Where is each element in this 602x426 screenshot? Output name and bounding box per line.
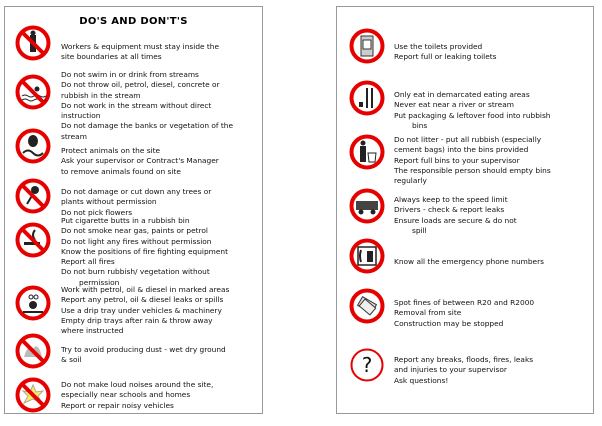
item-line: site boundaries at all times — [61, 52, 162, 62]
item-line: permission — [79, 277, 120, 287]
item-line: bins — [412, 120, 428, 130]
no-entry-person-icon — [15, 25, 51, 61]
item-line: Report any petrol, oil & diesel leaks or spills — [61, 295, 224, 305]
truck-icon — [349, 188, 385, 224]
protect-animals-icon — [15, 128, 51, 164]
item-line: Do not pick flowers — [61, 207, 133, 217]
item-line: Report full bins to your supervisor — [394, 155, 520, 165]
item-line: Work with petrol, oil & diesel in marked areas — [61, 285, 230, 294]
item-line: Always keep to the speed limit — [394, 195, 508, 204]
item-line: Report or repair noisy vehicles — [61, 400, 174, 410]
item-line: Do not smoke near gas, paints or petrol — [61, 226, 208, 236]
list-item — [394, 195, 517, 236]
list-item — [61, 146, 219, 177]
drip-tray-icon — [15, 285, 51, 321]
list-item — [61, 216, 228, 288]
item-line: Put packaging & leftover food into rubbish — [394, 110, 551, 120]
item-line: Do not swim in or drink from streams — [61, 70, 199, 79]
item-line: Workers & equipment must stay inside the — [61, 42, 220, 51]
list-item — [394, 135, 551, 186]
list-item — [394, 90, 551, 131]
item-line: Do not damage the banks or vegetation of the — [61, 121, 234, 131]
item-line: Ask your supervisor or Contract's Manager — [61, 156, 219, 166]
no-noise-icon — [15, 377, 51, 413]
item-line: Do not litter - put all rubbish (especially — [394, 135, 542, 144]
list-item — [61, 42, 219, 63]
item-line: Spot fines of between R20 and R2000 — [394, 298, 535, 307]
list-item — [61, 345, 226, 366]
item-line: Try to avoid producing dust - wet dry ground — [61, 345, 226, 354]
item-line: rubbish in the stream — [61, 90, 141, 100]
item-line: plants without permission — [61, 197, 157, 207]
item-line: Ensure loads are secure & do not — [394, 215, 517, 225]
item-line: Do not burn rubbish/ vegetation without — [61, 267, 210, 277]
item-line: where instructed — [61, 326, 124, 336]
item-line: Report full or leaking toilets — [394, 52, 497, 62]
right-page — [336, 6, 594, 414]
item-line: Do not make loud noises around the site, — [61, 380, 214, 389]
item-line: Never eat near a river or stream — [394, 100, 514, 110]
list-item — [394, 42, 497, 63]
no-picking-plants-icon — [15, 178, 51, 214]
item-line: cement bags) into the bins provided — [394, 145, 529, 155]
item-line: and injuries to your supervisor — [394, 365, 507, 375]
list-item — [394, 355, 533, 386]
list-item — [394, 257, 544, 267]
item-line: Report any breaks, floods, fires, leaks — [394, 355, 534, 364]
item-line: Only eat in demarcated eating areas — [394, 90, 530, 99]
item-line: Removal from site — [394, 308, 462, 318]
item-line: stream — [61, 131, 87, 141]
item-line: Report all fires — [61, 257, 115, 267]
item-line: Know all the emergency phone numbers — [394, 257, 544, 266]
no-litter-icon — [349, 134, 385, 170]
item-line: The responsible person should empty bins — [394, 165, 551, 175]
item-line: & soil — [61, 355, 82, 365]
item-line: Do not damage or cut down any trees or — [61, 187, 212, 196]
money-fines-icon — [349, 288, 385, 324]
item-line: instruction — [61, 111, 101, 121]
item-line: Construction may be stopped — [394, 318, 504, 328]
left-page — [4, 6, 263, 414]
item-line: Do not light any fires without permission — [61, 236, 212, 246]
item-line: Do not work in the stream without direct — [61, 100, 212, 110]
item-line: especially near schools and homes — [61, 390, 191, 400]
item-line: spill — [412, 225, 427, 235]
item-line: Protect animals on the site — [61, 146, 161, 155]
toilet-icon — [349, 28, 385, 64]
svg-text:?: ? — [361, 353, 373, 377]
item-line: Do not throw oil, petrol, diesel, concrete or — [61, 80, 220, 90]
no-swimming-icon — [15, 74, 51, 110]
item-line: Use the toilets provided — [394, 42, 483, 51]
no-smoking-fire-icon — [15, 222, 51, 258]
item-line: regularly — [394, 176, 427, 186]
item-line: Use a drip tray under vehicles & machinery — [61, 305, 222, 315]
item-line: Ask questions! — [394, 375, 449, 385]
list-item — [61, 70, 233, 142]
list-item — [61, 380, 213, 411]
phone-icon — [349, 238, 385, 274]
question-mark-icon — [349, 347, 385, 383]
list-item — [61, 187, 211, 218]
page-title: DO'S AND DON'T'S — [79, 16, 188, 27]
eating-utensils-icon — [349, 80, 385, 116]
item-line: Know the positions of fire fighting equipment — [61, 246, 228, 256]
list-item — [394, 298, 534, 329]
item-line: Empty drip trays after rain & throw away — [61, 315, 213, 325]
item-line: Drivers - check & report leaks — [394, 205, 505, 215]
list-item — [61, 285, 229, 336]
item-line: to remove animals found on site — [61, 166, 181, 176]
no-dust-icon — [15, 333, 51, 369]
item-line: Put cigarette butts in a rubbish bin — [61, 216, 190, 225]
